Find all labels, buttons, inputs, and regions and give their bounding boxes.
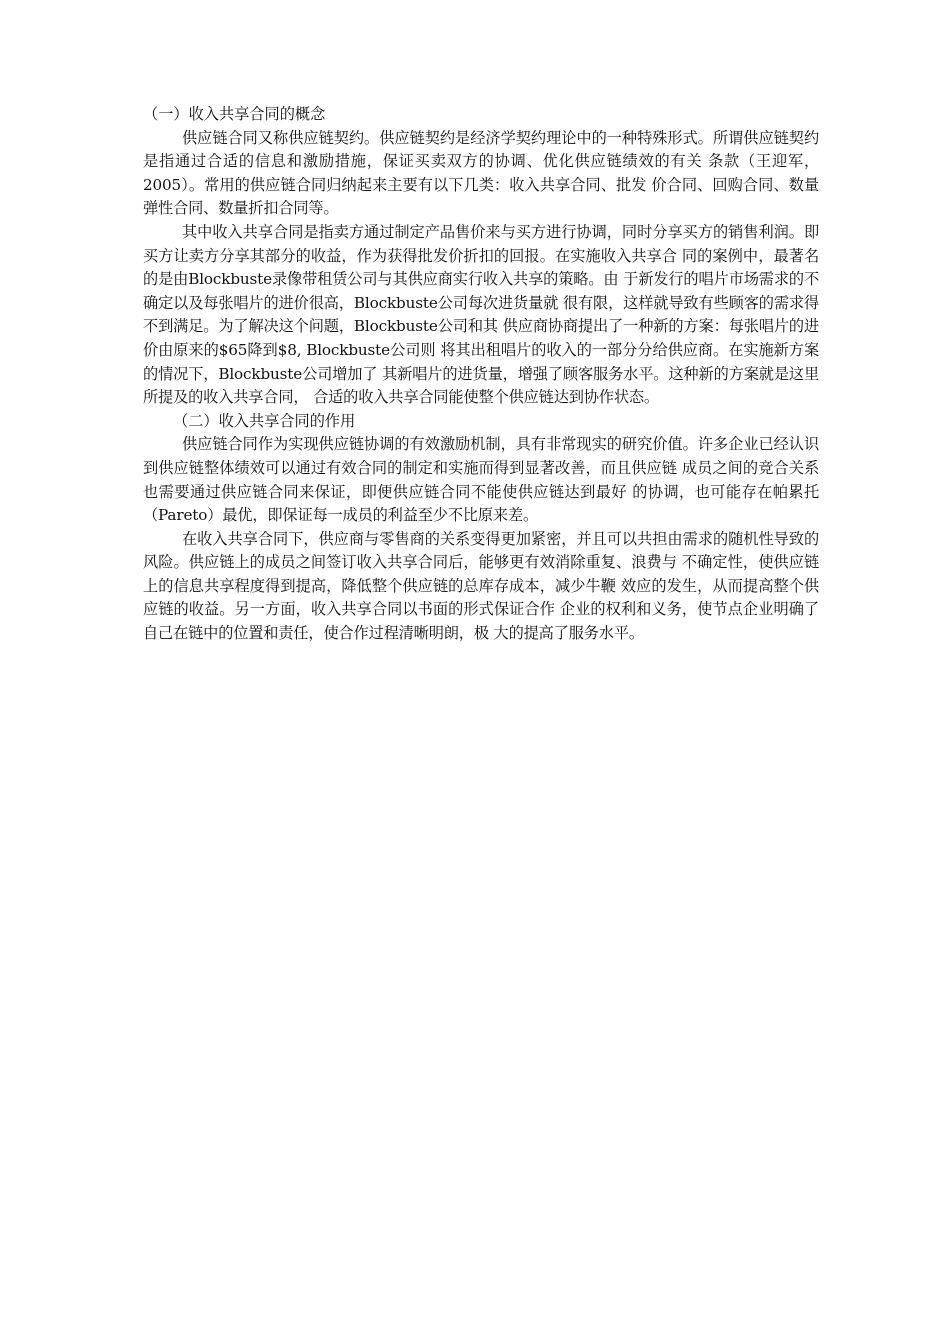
paragraph-incentive-mechanism: 供应链合同作为实现供应链协调的有效激励机制，具有非常现实的研究价值。许多企业已经认识到供应链整体绩效可以通过有效合同的制定和实施而得到显著改善，而且供应链 成员之间的竞合关系也需要通过供应链合同来保证，即便供应链合同不能使供应链达到最好 的协调，也可能存在帕累托（Pareto）最优，即保证每一成员的利益至少不比原来差。: [143, 435, 819, 525]
section-heading-concept: （一）收入共享合同的概念: [143, 105, 326, 123]
paragraph-benefits: 在收入共享合同下，供应商与零售商的关系变得更加紧密，并且可以共担由需求的随机性导致的风险。供应链上的成员之间签订收入共享合同后，能够更有效消除重复、浪费与 不确定性，使供应链上的信息共享程度得到提高，降低整个供应链的总库存成本，减少牛鞭 效应的发生，从而提高整个供应链的收益。另一方面，收入共享合同以书面的形式保证合作 企业的权利和义务，使节点企业明确了自己在链中的位置和责任，使合作过程清晰明朗，极 大的提高了服务水平。: [143, 529, 819, 643]
paragraph-definition: 供应链合同又称供应链契约。供应链契约是经济学契约理论中的一种特殊形式。所谓供应链契约是指通过合适的信息和激励措施，保证买卖双方的协调、优化供应链绩效的有关 条款（王迎军，2005）。常用的供应链合同归纳起来主要有以下几类：收入共享合同、批发 价合同、回购合同、数量弹性合同、数量折扣合同等。: [143, 128, 819, 218]
section-heading-function: （二）收入共享合同的作用: [173, 411, 356, 430]
document-body: [143, 103, 819, 646]
paragraph-blockbuster-case: 其中收入共享合同是指卖方通过制定产品售价来与买方进行协调，同时分享买方的销售利润。即买方让卖方分享其部分的收益，作为获得批发价折扣的回报。在实施收入共享合 同的案例中，最著名的是由Blockbuste录像带租赁公司与其供应商实行收入共享的策略。由 于新发行的唱片市场需求的不确定以及每张唱片的进价很高，Blockbuste公司每次进货量就 很有限，这样就导致有些顾客的需求得不到满足。为了解决这个问题，Blockbuste公司和其 供应商协商提出了一种新的方案：每张唱片的进价由原来的$65降到$8, Blockbuste公司则 将其出租唱片的收入的一部分分给供应商。在实施新方案的情况下，Blockbuste公司增加了 其新唱片的进货量，增强了顾客服务水平。这种新的方案就是这里所提及的收入共享合同， 合适的收入共享合同能使整个供应链达到协作状态。: [143, 222, 819, 407]
